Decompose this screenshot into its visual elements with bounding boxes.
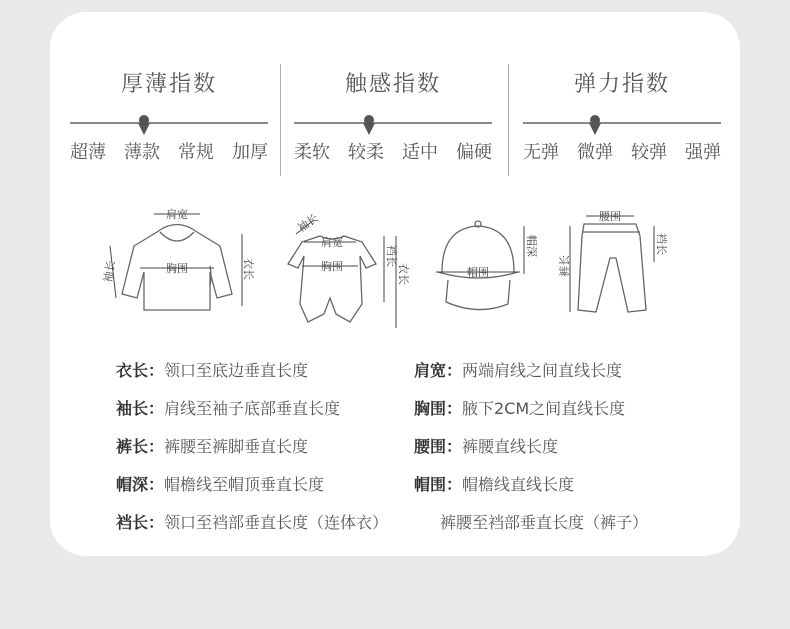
romper-sleeve-label: 袖长 <box>295 211 321 235</box>
pants-crotch-label: 裆长 <box>655 233 668 255</box>
definition-term: 帽围： <box>414 475 463 494</box>
thickness-option: 常规 <box>178 142 214 163</box>
scale-divider <box>508 64 509 176</box>
touch-option: 偏硬 <box>456 142 492 163</box>
definition-text: 裤腰至裆部垂直长度（裤子） <box>440 513 649 532</box>
thickness-option: 加厚 <box>232 142 268 163</box>
measurement-definitions <box>50 350 740 550</box>
romper-chest-label: 胸围 <box>321 260 343 273</box>
thickness-title: 厚薄指数 <box>120 72 217 97</box>
definition-row <box>50 510 740 534</box>
romper-diagram <box>274 202 422 327</box>
definition-text: 领口至底边垂直长度 <box>164 361 309 380</box>
thickness-pointer-icon <box>138 123 150 135</box>
definition-term: 肩宽： <box>414 361 463 380</box>
definition-term: 衣长： <box>116 361 165 380</box>
touch-option: 适中 <box>402 142 438 163</box>
thickness-option: 薄款 <box>124 142 160 163</box>
definition-sleeve <box>116 396 340 419</box>
elasticity-options <box>523 138 721 164</box>
hoodie-length-label: 衣长 <box>242 258 255 280</box>
elasticity-option: 微弹 <box>577 142 613 163</box>
hoodie-chest-label: 胸围 <box>166 262 188 275</box>
definition-term: 裆长： <box>116 513 165 532</box>
cap-depth-label: 帽深 <box>525 235 538 257</box>
pants-waist-label: 腰围 <box>599 210 621 223</box>
definition-text: 领口至裆部垂直长度（连体衣） <box>164 513 389 532</box>
definition-crotch <box>116 510 388 533</box>
definition-text: 腋下2CM之间直线长度 <box>462 399 626 418</box>
elasticity-line <box>523 122 721 124</box>
pants-length-label: 裤长 <box>558 255 571 277</box>
touch-line <box>294 122 492 124</box>
measurement-diagrams <box>50 202 740 332</box>
cap-circumference-label: 帽围 <box>467 266 489 279</box>
size-guide-card <box>50 12 740 556</box>
definition-row <box>50 472 740 496</box>
elasticity-scale <box>523 12 721 182</box>
touch-title: 触感指数 <box>344 72 441 97</box>
definition-row <box>50 434 740 458</box>
definition-row <box>50 358 740 382</box>
touch-options <box>294 138 492 164</box>
hoodie-diagram <box>101 202 255 322</box>
thickness-option: 超薄 <box>70 142 106 163</box>
thickness-scale <box>70 12 268 182</box>
pants-diagram <box>554 202 668 327</box>
definition-text: 裤腰直线长度 <box>462 437 559 456</box>
elasticity-title: 弹力指数 <box>573 72 670 97</box>
romper-crotch-label: 裆长 <box>385 245 398 267</box>
thickness-line <box>70 122 268 124</box>
definition-term: 胸围： <box>414 399 463 418</box>
romper-length-label: 衣长 <box>397 263 410 285</box>
definition-text: 帽檐线直线长度 <box>462 475 575 494</box>
elasticity-option: 较弹 <box>631 142 667 163</box>
definition-term: 帽深： <box>116 475 165 494</box>
touch-option: 柔软 <box>294 142 330 163</box>
elasticity-option: 强弹 <box>685 142 721 163</box>
definition-text: 帽檐线至帽顶垂直长度 <box>164 475 325 494</box>
definition-length <box>116 358 308 381</box>
definition-text: 肩线至袖子底部垂直长度 <box>164 399 341 418</box>
cap-diagram <box>428 202 538 322</box>
hoodie-shoulder-label: 肩宽 <box>166 208 188 221</box>
touch-pointer-icon <box>363 123 375 135</box>
elasticity-option: 无弹 <box>523 142 559 163</box>
touch-option: 较柔 <box>348 142 384 163</box>
scale-divider <box>280 64 281 176</box>
definition-text: 两端肩线之间直线长度 <box>462 361 623 380</box>
definition-hat-depth <box>116 472 324 495</box>
definition-term: 腰围： <box>414 437 463 456</box>
definition-text: 裤腰至裤脚垂直长度 <box>164 437 309 456</box>
hoodie-sleeve-label: 袖长 <box>101 259 118 284</box>
definition-pants <box>116 434 308 457</box>
fabric-indices <box>50 12 740 182</box>
definition-term: 裤长： <box>116 437 165 456</box>
definition-hat-circumference <box>414 472 574 495</box>
definition-shoulder <box>414 358 622 381</box>
elasticity-pointer-icon <box>589 123 601 135</box>
definition-term: 袖长： <box>116 399 165 418</box>
definition-crotch-pants <box>440 510 648 533</box>
romper-shoulder-label: 肩宽 <box>321 236 343 249</box>
thickness-options <box>70 138 268 164</box>
definition-row <box>50 396 740 420</box>
definition-waist <box>414 434 558 457</box>
touch-scale <box>294 12 492 182</box>
definition-chest <box>414 396 625 419</box>
